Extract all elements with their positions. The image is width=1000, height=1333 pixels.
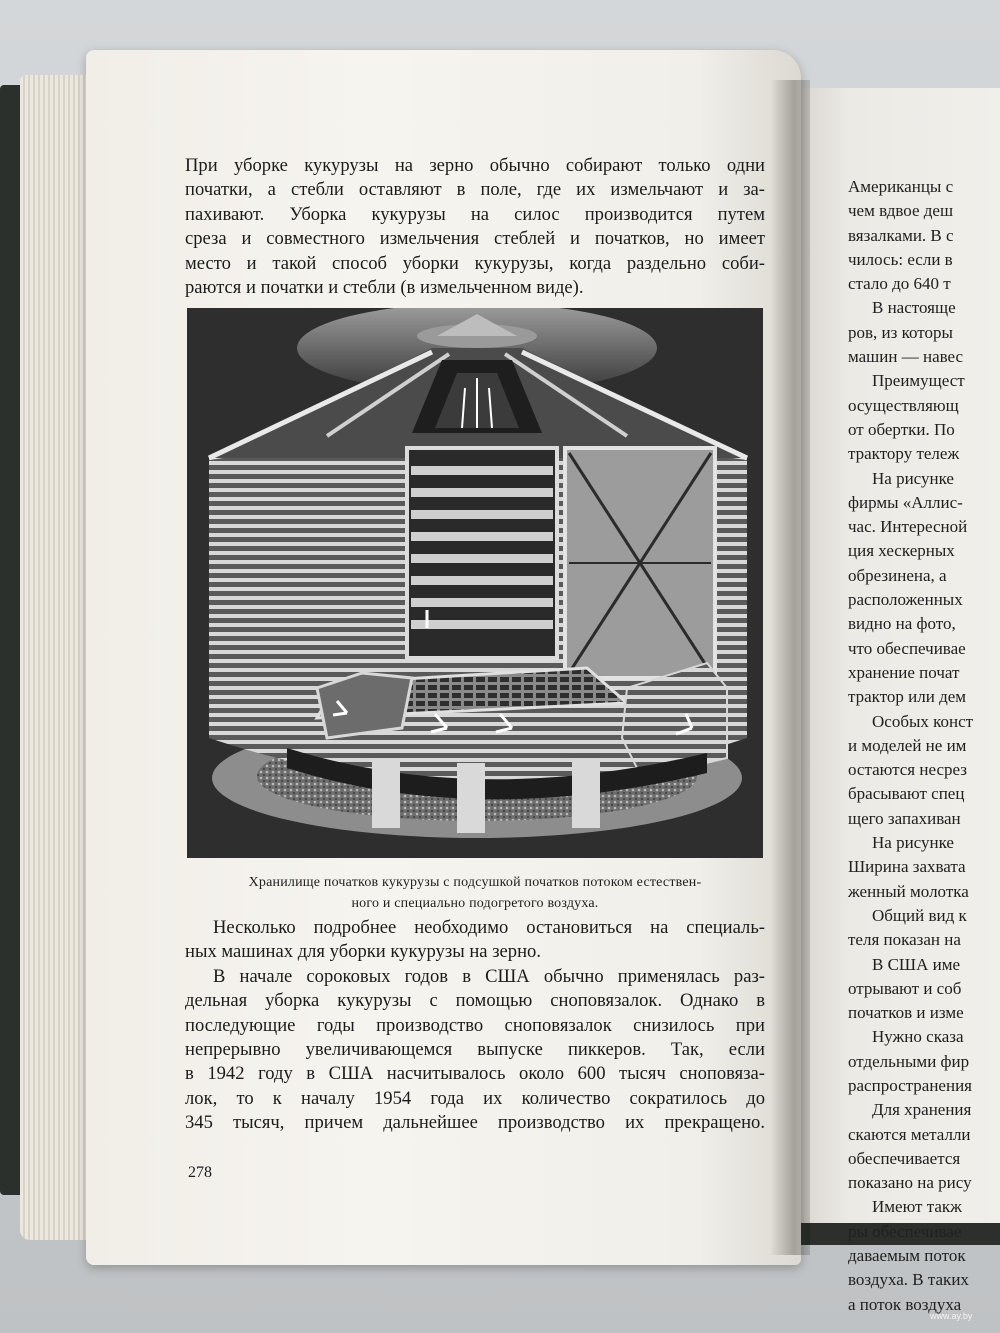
right-text-line: от обертки. По [848, 419, 955, 439]
right-text-line: Общий вид к [872, 905, 967, 925]
right-text-line: видно на фото, [848, 614, 956, 634]
text-line: место и такой способ уборки кукурузы, когда раздельно соби- [185, 252, 765, 274]
right-text-line: обеспечивается [848, 1148, 961, 1168]
right-text-line: Американцы с [848, 177, 954, 196]
caption-line: ного и специально подогретого воздуха. [351, 896, 599, 911]
right-text-line: отрывают и соб [848, 978, 962, 998]
right-text-line: Преимущест [872, 371, 965, 391]
page-number: 278 [188, 1164, 212, 1181]
text-line: среза и совместного измельчения стеблей и початков, но имеет [185, 228, 765, 250]
right-text-line: час. Интересной [848, 517, 968, 537]
text-line: Несколько подробнее необходимо остановиться на специаль- [213, 917, 765, 938]
right-text-line: чилось: если в [848, 249, 953, 269]
right-text-line: машин — навес [848, 347, 964, 367]
right-text-line: початков и изме [848, 1003, 964, 1023]
text-line: початки, а стебли оставляют в поле, где их измельчают и за- [185, 179, 765, 201]
top-paragraph [185, 154, 765, 300]
right-text-line: Нужно сказа [872, 1027, 964, 1047]
book-gutter-shadow [770, 80, 810, 1255]
text-line: В начале сороковых годов в США обычно применялась раз- [213, 965, 765, 987]
right-text-line: чем вдвое деш [848, 201, 954, 221]
text-line: последующие годы производство сноповязалок снизилось при [185, 1014, 765, 1036]
corn-storage-illustration [187, 308, 763, 858]
right-text-line: а поток воздуха [848, 1294, 962, 1314]
right-text-line: На рисунке [872, 468, 954, 488]
text-line: При уборке кукурузы на зерно обычно собирают только одни [185, 155, 765, 176]
right-text-line: брасывают спец [848, 784, 965, 804]
caption-line: Хранилище початков кукурузы с подсушкой початков потоком естествен- [248, 875, 702, 890]
right-text-line: что обеспечивае [848, 638, 966, 658]
right-text-line: фирмы «Аллис- [848, 492, 963, 512]
right-text-line: Особых конст [872, 711, 974, 731]
text-line: раются и початки и стебли (в измельченном виде). [185, 277, 584, 299]
right-text-line: щего запахиван [848, 808, 961, 828]
right-text-line: Имеют такж [872, 1197, 962, 1217]
right-text-line: стало до 640 т [848, 274, 951, 294]
right-text-line: Ширина захвата [848, 857, 966, 877]
right-text-line: обрезинена, а [848, 565, 947, 585]
right-text-line: ры обеспечивае [848, 1221, 962, 1241]
right-text-line: Для хранения [872, 1100, 972, 1120]
right-page-text [848, 175, 1000, 1317]
right-text-line: женный молотка [848, 881, 969, 901]
right-text-line: воздуха. В таких [848, 1270, 969, 1290]
text-line: 345 тысяч, причем дальнейшее производство их прекращено. [185, 1112, 765, 1134]
right-text-line: скаются металли [848, 1124, 971, 1144]
right-text-line: расположенных [848, 590, 963, 610]
right-text-line: отдельными фир [848, 1051, 970, 1071]
right-text-line: даваемым поток [848, 1246, 966, 1266]
right-text-line: распространения [848, 1075, 972, 1095]
right-text-line: остаются несрез [848, 760, 967, 780]
right-text-line: хранение почат [848, 662, 960, 682]
right-text-line: На рисунке [872, 833, 954, 853]
right-text-line: В настояще [872, 298, 956, 318]
right-text-line: В США име [872, 954, 961, 974]
text-line: ных машинах для уборки кукурузы на зерно. [185, 941, 541, 963]
right-text-line: и моделей не им [848, 735, 967, 755]
right-text-line: вязалками. В с [848, 225, 954, 245]
watermark: www.ay.by [930, 1311, 973, 1321]
text-line: лок, то к началу 1954 года их количество сократилось до [185, 1087, 765, 1109]
text-line: непрерывно увеличивающемся выпуске пиккеров. Так, если [185, 1039, 765, 1061]
right-text-line: теля показан на [848, 930, 961, 950]
right-text-line: трактор или дем [848, 687, 967, 707]
right-text-line: трактору тележ [848, 444, 960, 464]
right-text-line: ция хескерных [848, 541, 955, 561]
text-line: в 1942 году в США насчитывалось около 600 тысяч сноповяза- [185, 1063, 765, 1085]
text-line: пахивают. Уборка кукурузы на силос производится путем [185, 203, 765, 225]
figure-caption [187, 872, 763, 914]
right-text-line: показано на рису [848, 1173, 972, 1193]
bottom-paragraph [185, 916, 765, 1136]
right-text-line: осуществляющ [848, 395, 959, 415]
text-line: дельная уборка кукурузы с помощью сноповязалок. Однако в [185, 990, 765, 1012]
right-text-line: ров, из которы [848, 322, 953, 342]
